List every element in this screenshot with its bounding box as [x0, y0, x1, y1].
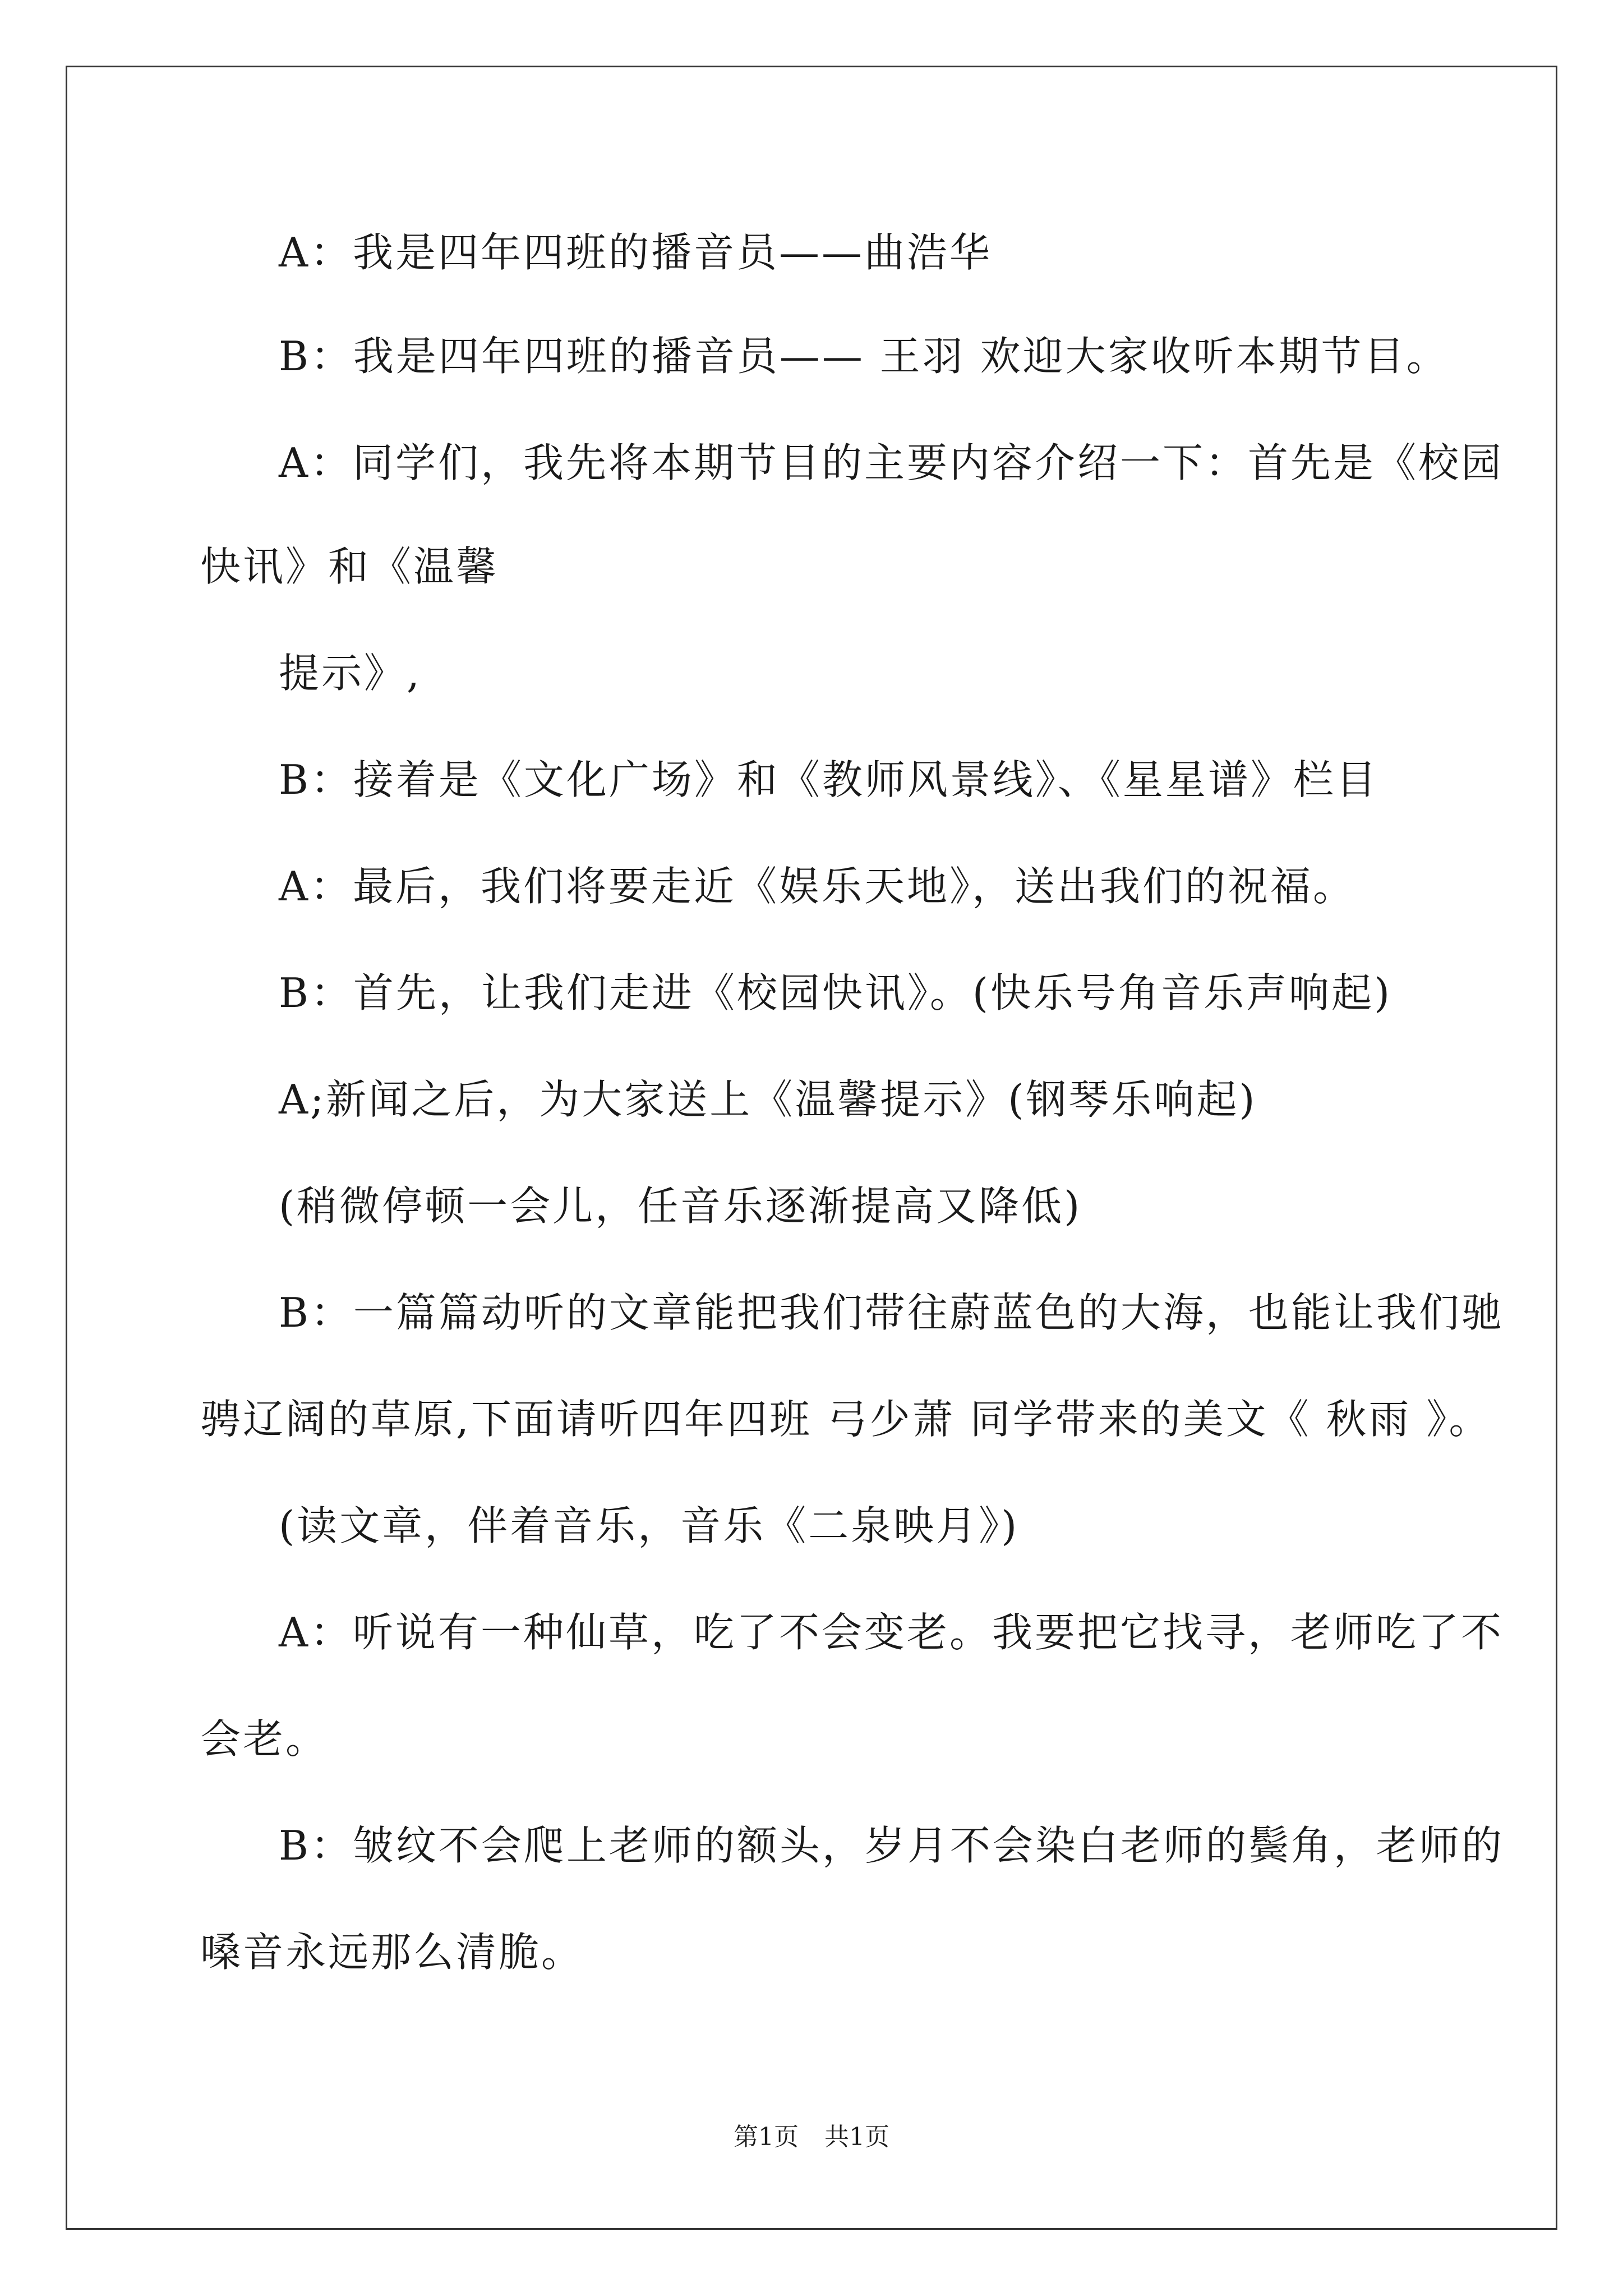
text-line: 会老。 [200, 1715, 329, 1763]
text-line: B：首先，让我们走进《校园快讯》。(快乐号角音乐声响起) [279, 969, 1393, 1016]
text-line: B：一篇篇动听的文章能把我们带往蔚蓝色的大海，也能让我们驰 [279, 1289, 1504, 1336]
text-line: (读文章，伴着音乐，音乐《二泉映月》) [279, 1502, 1020, 1549]
text-line: A：最后，我们将要走近《娱乐天地》，送出我们的祝福。 [279, 863, 1355, 910]
text-line: 骋辽阔的草原,下面请听四年四班 弓少萧 同学带来的美文《 秋雨 》。 [200, 1396, 1492, 1443]
text-line: B：我是四年四班的播音员—— 王羽 欢迎大家收听本期节目。 [279, 333, 1449, 380]
page-total: 共1页 [824, 2123, 889, 2151]
text-line: 嗓音永远那么清脆。 [200, 1929, 584, 1976]
text-line: 提示》, [279, 650, 422, 697]
page-number: 第1页 [734, 2123, 799, 2151]
text-line: A：我是四年四班的播音员——曲浩华 [279, 229, 992, 276]
text-line: 快讯》和《温馨 [200, 543, 499, 590]
page-footer [0, 2120, 1623, 2154]
text-line: A;新闻之后，为大家送上《温馨提示》(钢琴乐响起) [279, 1076, 1257, 1123]
text-line: A：听说有一种仙草，吃了不会变老。我要把它找寻，老师吃了不 [279, 1609, 1504, 1656]
text-line: A：同学们，我先将本期节目的主要内容介绍一下：首先是《校园 [279, 439, 1504, 486]
page-border [66, 66, 1557, 2230]
text-line: B：皱纹不会爬上老师的额头，岁月不会染白老师的鬓角，老师的 [279, 1822, 1504, 1869]
text-line: B：接着是《文化广场》和《教师风景线》、《星星谱》栏目 [279, 756, 1378, 803]
text-line: (稍微停顿一会儿，任音乐逐渐提高又降低) [279, 1182, 1082, 1230]
